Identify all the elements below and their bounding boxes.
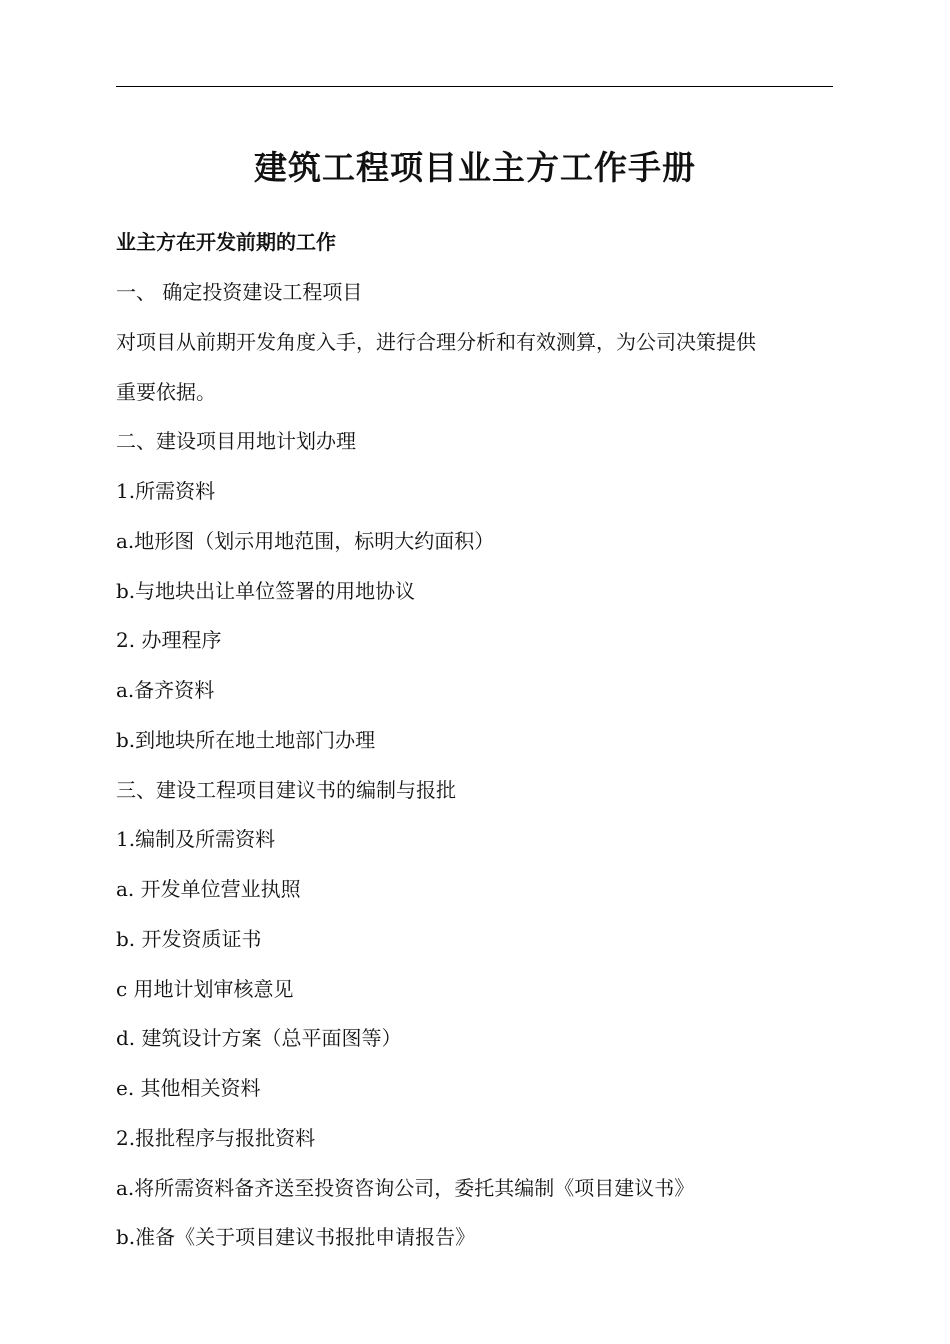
text-line: 对项目从前期开发角度入手，进行合理分析和有效测算，为公司决策提供: [116, 329, 756, 354]
document-title: 建筑工程项目业主方工作手册: [254, 148, 696, 187]
text-line: 1.所需资料: [116, 479, 216, 503]
text-line: 1.编制及所需资料: [116, 827, 276, 852]
text-line: 2. 办理程序: [116, 628, 222, 653]
text-line: 三、建设工程项目建议书的编制与报批: [116, 777, 456, 802]
text-line: 2.报批程序与报批资料: [116, 1125, 316, 1150]
body-text: [116, 278, 833, 1273]
text-line: b.到地块所在地土地部门办理: [116, 727, 376, 752]
text-line: d. 建筑设计方案（总平面图等）: [116, 1026, 402, 1051]
text-line: a.备齐资料: [116, 678, 215, 702]
text-line: 二、建设项目用地计划办理: [116, 429, 356, 454]
text-line: c 用地计划审核意见: [116, 976, 294, 1001]
text-line: a. 开发单位营业执照: [116, 877, 301, 901]
text-line: a.将所需资料备齐送至投资咨询公司，委托其编制《项目建议书》: [116, 1175, 695, 1200]
text-line: b.与地块出让单位签署的用地协议: [116, 578, 416, 603]
text-line: 重要依据。: [116, 379, 216, 404]
text-line: 一、 确定投资建设工程项目: [116, 280, 363, 304]
text-line: e. 其他相关资料: [116, 1076, 261, 1100]
text-line: b.准备《关于项目建议书报批申请报告》: [116, 1225, 476, 1250]
section-heading: 业主方在开发前期的工作: [116, 230, 336, 254]
text-line: a.地形图（划示用地范围，标明大约面积）: [116, 528, 495, 553]
header-rule: [116, 86, 833, 87]
text-line: b. 开发资质证书: [116, 926, 262, 951]
